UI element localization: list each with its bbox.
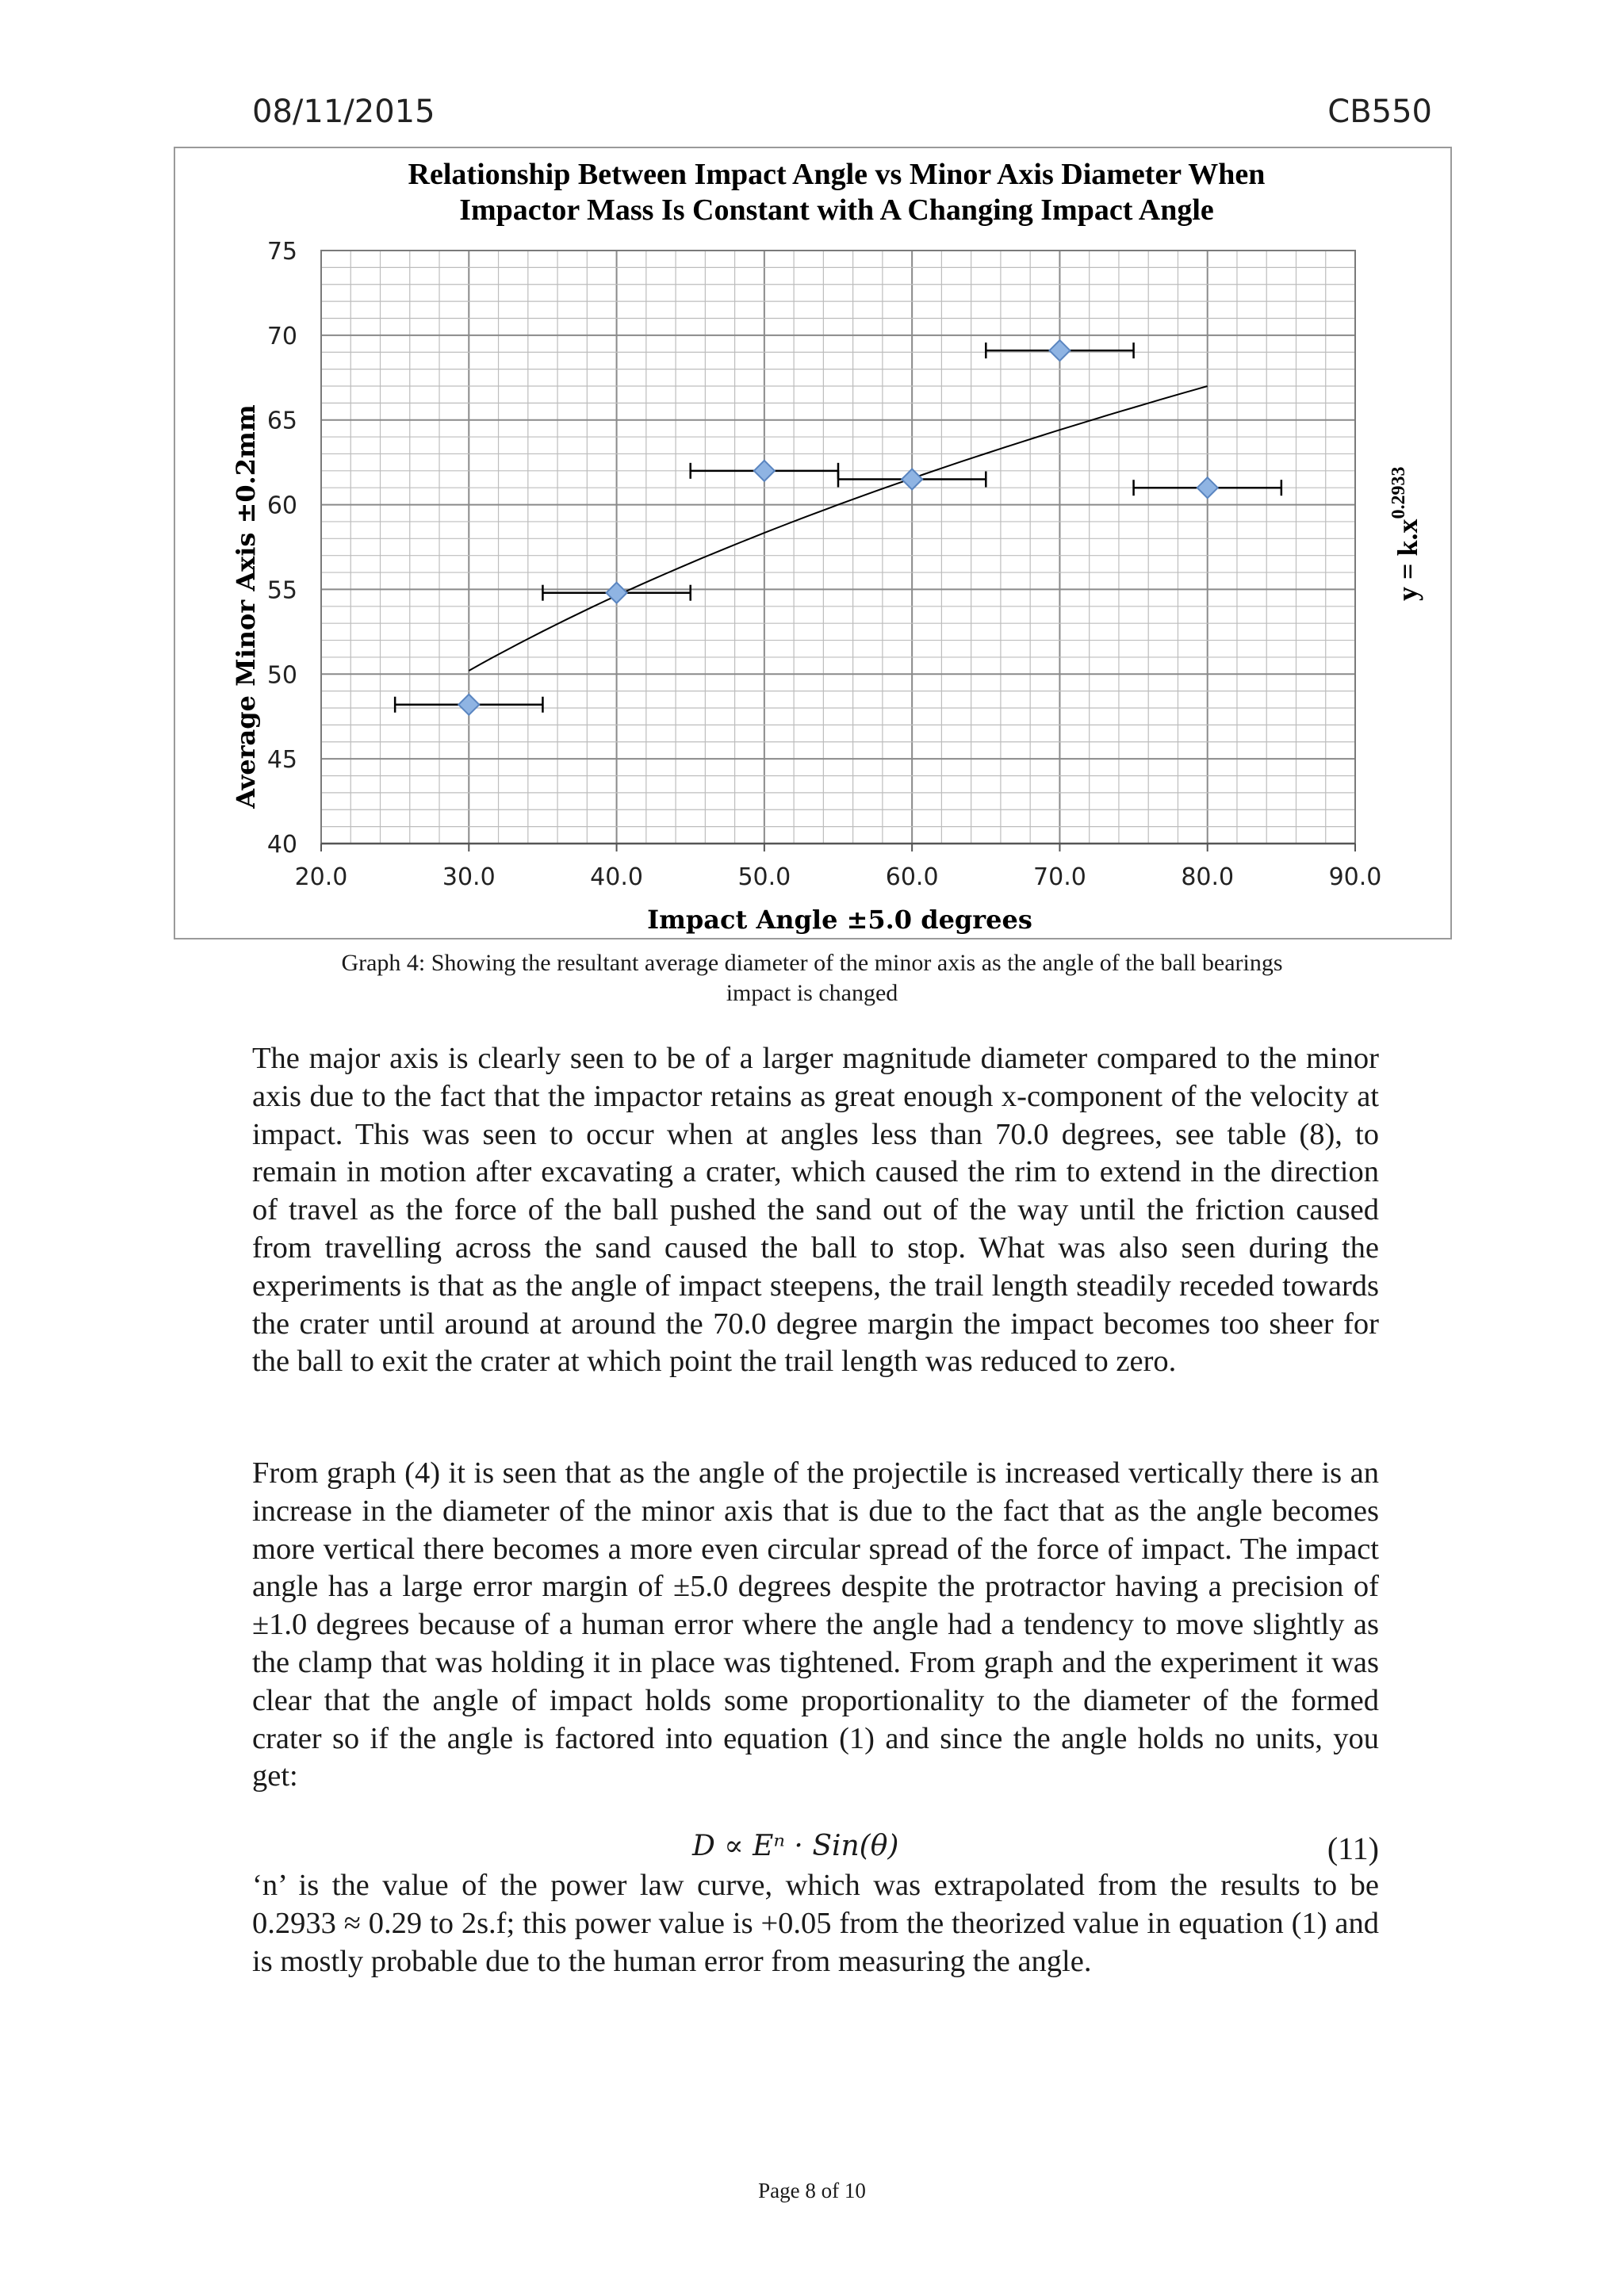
x-tick-label: 70.0 [1033, 863, 1086, 891]
data-point-marker [1197, 477, 1218, 498]
x-tick-label: 60.0 [885, 863, 939, 891]
caption-line-2: impact is changed [726, 980, 898, 1006]
y-tick-label: 45 [266, 746, 297, 775]
header-course-code: CB550 [1327, 94, 1432, 130]
body-paragraph-1: The major axis is clearly seen to be of a larger magnitude diameter compared to the minor axis due to the fact that the impactor retains as great enough x-component of the velocity at impact. This was seen to occur when at angles less than 70.0 degrees, see table (8), to remain in motion after excavating a crater, which caused the rim to extend in the direction of travel as the force of the ball pushed the sand out of the way until the friction caused from travelling across the sand caused the ball to stop. What was also seen during the experiments is that as the angle of impact steepens, the trail length steadily receded towards the crater until around at around the 70.0 degree margin the impact becomes too sheer for the ball to exit the crater at which point the trail length was reduced to zero. [252, 1042, 1379, 1379]
data-point-marker [1049, 340, 1070, 361]
chart-title-line2: Impactor Mass Is Constant with A Changing Impact Angle [459, 193, 1214, 227]
trendline-equation-base: y = k.x [1392, 519, 1423, 601]
y-tick-label: 75 [266, 238, 297, 266]
plot-border [321, 251, 1355, 844]
data-point-marker [754, 461, 775, 481]
y-tick-label: 70 [266, 322, 297, 350]
body-paragraph-2: From graph (4) it is seen that as the angle of the projectile is increased vertically there is an increase in the diameter of the minor axis that is due to the fact that as the angle becomes more vertical there becomes a more even circular spread of the force of impact. The impact angle has a large error margin of ±5.0 degrees despite the protractor having a precision of ±1.0 degrees because of a human error where the angle had a tendency to move slightly as the clamp that was holding it in place was tightened. From graph and the experiment it was clear that the angle of impact holds some proportionality to the diameter of the formed crater so if the angle is factored into equation (1) and since the angle holds no units, you get: [252, 1456, 1379, 1793]
minor-axis-chart [175, 148, 1450, 938]
chart-title-line1: Relationship Between Impact Angle vs Minor Axis Diameter When [408, 158, 1266, 191]
chart-axes [321, 251, 1355, 851]
x-axis-label: Impact Angle ±5.0 degrees [647, 905, 1032, 935]
x-tick-label: 20.0 [294, 863, 348, 891]
figure-caption [238, 948, 1386, 1008]
chart-grid [321, 251, 1355, 844]
page-number: Page 8 of 10 [758, 2179, 866, 2202]
y-tick-label: 50 [266, 661, 297, 690]
body-paragraph-3: ‘n’ is the value of the power law curve, which was extrapolated from the results to be 0.2933 ≈ 0.29 to 2s.f; this power value is +0.05 from the theorized value in equation (1) and is mostly probable due to the human error from measuring the angle. [252, 1869, 1379, 1978]
x-tick-label: 80.0 [1181, 863, 1235, 891]
y-tick-label: 60 [266, 492, 297, 520]
x-tick-label: 50.0 [737, 863, 791, 891]
equation-number: (11) [1327, 1831, 1379, 1866]
y-tick-label: 40 [266, 831, 297, 859]
x-tick-label: 40.0 [590, 863, 643, 891]
x-tick-label: 30.0 [442, 863, 496, 891]
data-point-marker [458, 695, 479, 715]
header-date: 08/11/2015 [252, 94, 435, 130]
data-point-marker [607, 583, 627, 603]
power-trendline [469, 386, 1207, 671]
svg-text:y = k.x0.2933 [1388, 466, 1423, 601]
data-points [458, 340, 1217, 715]
data-point-marker [902, 469, 922, 490]
y-tick-label: 55 [266, 576, 297, 605]
equation-line [252, 1830, 1379, 1871]
trendline-equation-exponent: 0.2933 [1388, 466, 1409, 519]
x-tick-label: 90.0 [1328, 863, 1382, 891]
trendline-equation [1388, 466, 1423, 601]
caption-line-1: Graph 4: Showing the resultant average diameter of the minor axis as the angle of the ball bearings [341, 950, 1283, 976]
y-axis-label: Average Minor Axis ±0.2mm [231, 404, 261, 809]
chart-frame [174, 147, 1452, 939]
y-tick-label: 65 [266, 407, 297, 435]
equation-11: D ∝ Eⁿ · Sin(θ) [692, 1830, 899, 1862]
